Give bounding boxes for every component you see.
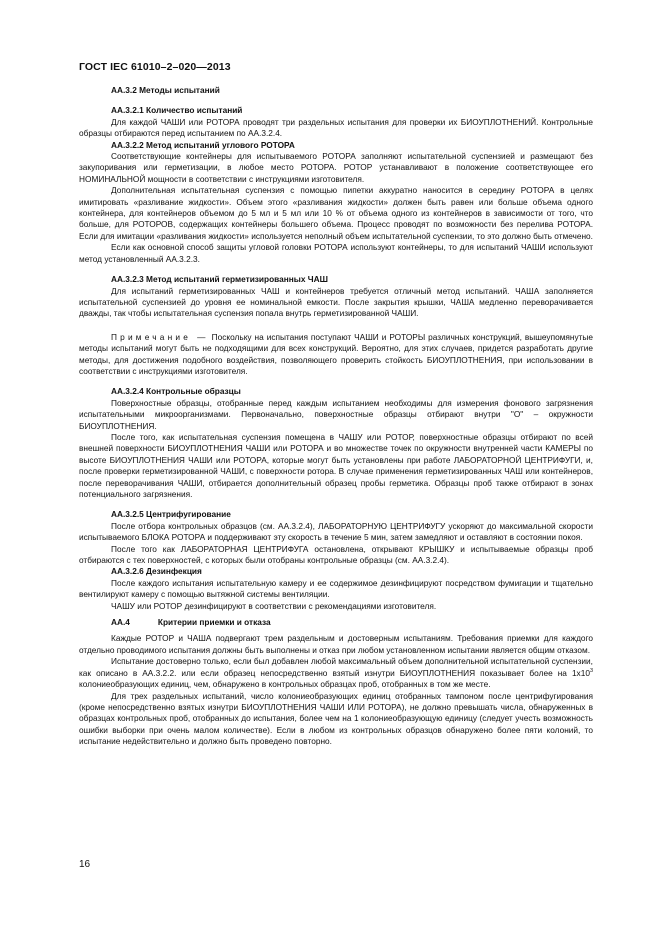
paragraph: После того как ЛАБОРАТОРНАЯ ЦЕНТРИФУГА остановлена, открывают КРЫШКУ и испытываемые образцы проб отбираются с тех поверхностей, с которых были отобраны контрольные образцы (см. АА.3.2.4). xyxy=(79,543,593,566)
section-heading-aa-3-2-2: АА.3.2.2 Метод испытаний углового РОТОРА xyxy=(111,139,295,150)
document-header: ГОСТ IEC 61010–2–020—2013 xyxy=(79,61,231,73)
section-heading-aa-3-2-4: АА.3.2.4 Контрольные образцы xyxy=(111,386,241,397)
paragraph: Поверхностные образцы, отобранные перед каждым испытанием необходимы для измерения фонового загрязнения испытательными микроорганизмами. Первоначально, поверхностные образцы отбирают внутри "О" – окружности БИОУПЛОТНЕНИЯ. xyxy=(79,397,593,431)
section-heading-aa-3-2: АА.3.2 Методы испытаний xyxy=(111,85,220,95)
paragraph: После того, как испытательная суспензия помещена в ЧАШУ или РОТОР, поверхностные образцы отбирают по всей внешней поверхности БИОУПЛОТНЕНИЯ ЧАШИ или РОТОРА и во множестве точек по окружности внутренней части КАМЕРЫ по высоте БИОУПЛОТНЕНИЯ ЧАШИ или РОТОРА, которые могут быть установлены при работе ЛАБОРАТОРНОЙ ЦЕНТРИФУГИ, и, после проверки герметизированной ЧАШИ, с поверхности ротора. В случае применения герметизированных ЧАШ или контейнеров, после переворачивания ЧАШИ, отбирается дополнительный образец пробы герметика. Образцы проб также отбирают в зонах потенциального загрязнения. xyxy=(79,431,593,499)
section-number: АА.4 xyxy=(111,617,130,628)
paragraph: Для каждой ЧАШИ или РОТОРА проводят три раздельных испытания для проверки их БИОУПЛОТНЕНИЙ. Контрольные образцы отбираются перед испытанием по АА.3.2.4. xyxy=(79,116,593,139)
section-title: Критерии приемки и отказа xyxy=(157,617,271,628)
paragraph: ЧАШУ или РОТОР дезинфицируют в соответствии с рекомендациями изготовителя. xyxy=(111,600,437,611)
section-heading-aa-3-2-5: АА.3.2.5 Центрифугирование xyxy=(111,509,231,520)
superscript: 3 xyxy=(589,667,593,674)
paragraph: После отбора контрольных образцов (см. АА.3.2.4), ЛАБОРАТОРНУЮ ЦЕНТРИФУГУ ускоряют до максимальной скорости испытываемого БЛОКА РОТОРА и поддерживают эту скорость в течение 5 мин, затем замедляют и оставляют в состоянии покоя. xyxy=(79,520,593,543)
section-heading-aa-3-2-1: АА.3.2.1 Количество испытаний xyxy=(111,105,243,116)
paragraph: Каждые РОТОР и ЧАША подвергают трем раздельным и достоверным испытаниям. Требования приемки для каждого отдельно проводимого испытания должны быть выполнены и отказ при любом установленном испытании является общим отказом. xyxy=(79,633,593,655)
document-body xyxy=(79,85,593,748)
paragraph: Для трех раздельных испытаний, число колониеобразующих единиц отобранных тампоном после центрифугирования (кроме непосредственно взятых изнутри БИОУПЛОТНЕНИЯ ЧАШИ ИЛИ РОТОРА), не должно превышать числа, обнаруженных в образцах контрольных проб, отобранных до испытания, более чем на 1 колониеобразующую единицу (следует учесть возможность ошибки выборки при очень малом количестве). Если в любом из контрольных образцов обнаружено более пяти колоний, то испытание недействительно и должно быть проведено повторно. xyxy=(79,690,593,747)
section-heading-aa-3-2-6: АА.3.2.6 Дезинфекция xyxy=(111,566,202,577)
note-paragraph xyxy=(79,332,593,378)
paragraph: Соответствующие контейнеры для испытываемого РОТОРА заполняют испытательной суспензией и размещают без закупоривания или герметизации, в любое место РОТОРА. РОТОР устанавливают в положение соответствующее его НОМИНАЛЬНОЙ мощности в соответствии с инструкциями изготовителя. xyxy=(79,151,593,184)
page-number: 16 xyxy=(79,859,91,870)
paragraph xyxy=(79,656,593,690)
text-part: колониеобразующих единиц, чем, обнаружено в контрольных образцах проб, отобранных в том же месте. xyxy=(79,679,491,690)
paragraph: Дополнительная испытательная суспензия с помощью пипетки аккуратно наносится в середину РОТОРА в целях имитировать «разливание жидкости». Объем этого «разливания жидкости» должен быть равен или больше объема одного контейнера, для контейнеров объемом до 5 мл и 5 мл или 10 % от объема одного из контейнеров в зависимости от того, что больше, для РОТОРОВ, содержащих контейнеры большего объема. Процесс проводят по возможности без перелива РОТОРА. Если для имитации «разливания жидкости» используется неполный объем испытательной суспензии, то это должно быть отмечено. xyxy=(79,185,593,241)
text-part: Испытание достоверно только, если был добавлен любой максимальный объем дополнительной испытательной суспензии, как описано в АА.3.2.2. или если образец непосредственно взятый изнутри БИОУПЛОТНЕНИЯ показывает более на 1х10 xyxy=(79,656,593,678)
paragraph: Если как основной способ защиты угловой головки РОТОРА используют контейнеры, то для испытаний ЧАШИ используют метод установленный АА.3.2.3. xyxy=(79,242,593,264)
paragraph: После каждого испытания испытательную камеру и ее содержимое дезинфицируют посредством фумигации и тщательно вентилируют камеру с помощью вытяжной системы вентиляции. xyxy=(79,577,593,600)
paragraph: Для испытаний герметизированных ЧАШ и контейнеров требуется отличный метод испытаний. ЧАША заполняется испытательной суспензией до уровня ее номинальной емкости. После закрытия крышки, ЧАША медленно переворачивается дважды, так чтобы испытательная суспензия попала внутрь герметизированной ЧАШИ. xyxy=(79,285,593,319)
note-label: Примечание — xyxy=(111,331,209,342)
note-text: Поскольку на испытания поступают ЧАШИ и РОТОРЫ различных конструкций, вышеупомянутые методы испытаний могут быть не подходящими для всех конструкций. Вероятно, для этих случаев, придется разработать другие методы, для достижения подобного воздействия, позволяющего проверить стойкость БИОУПЛОТНЕНИЯ, при использовании в соответствии с инструкциями изготовителя. xyxy=(79,331,593,376)
section-heading-aa-3-2-3: АА.3.2.3 Метод испытаний герметизированных ЧАШ xyxy=(111,274,328,285)
section-heading-aa-4 xyxy=(79,617,593,628)
